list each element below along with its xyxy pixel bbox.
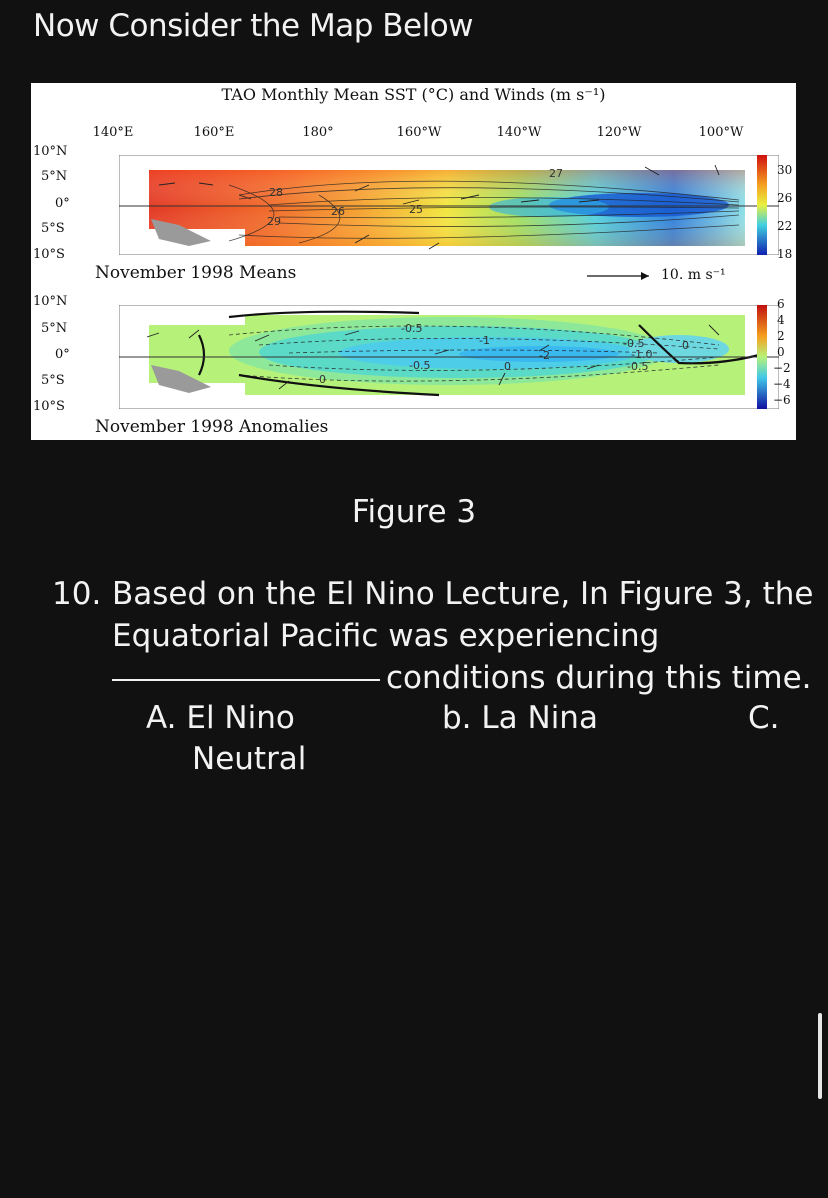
scrollbar[interactable] [818, 1013, 822, 1099]
contour-label: 29 [267, 215, 281, 228]
colorbar-tick: −6 [773, 393, 791, 407]
question-text-line2: Equatorial Pacific was experiencing [112, 618, 660, 654]
contour-label: 25 [409, 203, 423, 216]
lat-tick-5s: 5°S [41, 221, 65, 236]
lat-tick-0: 0° [55, 347, 70, 362]
lat-tick-5s: 5°S [41, 373, 65, 388]
question-text-line1: Based on the El Nino Lecture, In Figure 3, the [112, 576, 814, 612]
page-heading: Now Consider the Map Below [33, 8, 474, 44]
contour-label: -1 [479, 334, 490, 347]
colorbar-tick: −4 [773, 377, 791, 391]
colorbar-tick: 22 [777, 219, 793, 233]
lon-tick-160w: 160°W [396, 125, 442, 140]
means-label: November 1998 Means [95, 263, 297, 283]
lon-tick-160e: 160°E [193, 125, 235, 140]
lon-tick-120w: 120°W [596, 125, 642, 140]
answer-blank [112, 679, 380, 681]
contour-label: -0.5 [401, 322, 423, 335]
colorbar-tick: 2 [777, 329, 785, 343]
colorbar-tick: −2 [773, 361, 791, 375]
lon-tick-140e: 140°E [92, 125, 134, 140]
lat-tick-10s: 10°S [33, 247, 65, 262]
contour-label: 26 [331, 205, 345, 218]
wind-scale-label: 10. m s⁻¹ [661, 267, 726, 283]
anomalies-map [119, 305, 779, 409]
contour-label: 0 [682, 339, 689, 352]
colorbar-tick: 26 [777, 191, 793, 205]
contour-label: 27 [549, 167, 563, 180]
lat-tick-5n: 5°N [41, 321, 68, 336]
lat-tick-10n: 10°N [33, 144, 68, 159]
question-number: 10. [52, 576, 102, 612]
anomalies-label: November 1998 Anomalies [95, 417, 329, 437]
means-map [119, 155, 779, 255]
option-c-text[interactable]: Neutral [192, 741, 307, 777]
sst-figure [31, 83, 796, 440]
wind-scale-arrow [587, 271, 657, 281]
means-colorbar [757, 155, 767, 255]
contour-label: -0.5 [623, 337, 645, 350]
figure-caption: Figure 3 [351, 494, 477, 530]
lon-tick-180: 180° [302, 125, 334, 140]
contour-label: 0 [319, 373, 326, 386]
lat-tick-5n: 5°N [41, 169, 68, 184]
option-a[interactable]: A. El Nino [146, 700, 295, 736]
contour-label: -0.5 [627, 360, 649, 373]
colorbar-tick: 30 [777, 163, 793, 177]
lon-tick-140w: 140°W [496, 125, 542, 140]
option-c-letter[interactable]: C. [748, 700, 780, 736]
lat-tick-10n: 10°N [33, 294, 68, 309]
colorbar-tick: 6 [777, 297, 785, 311]
figure-title: TAO Monthly Mean SST (°C) and Winds (m s⁻¹) [221, 85, 606, 104]
contour-label: -1.0 [631, 348, 653, 361]
contour-label: -0.5 [409, 359, 431, 372]
lat-tick-10s: 10°S [33, 399, 65, 414]
lat-tick-0: 0° [55, 196, 70, 211]
option-b[interactable]: b. La Nina [442, 700, 598, 736]
question-text-line3: conditions during this time. [386, 660, 812, 696]
lon-tick-100w: 100°W [698, 125, 744, 140]
colorbar-tick: 4 [777, 313, 785, 327]
colorbar-tick: 18 [777, 247, 793, 261]
anomaly-colorbar [757, 305, 767, 409]
contour-label: 28 [269, 186, 283, 199]
contour-label: -2 [539, 349, 550, 362]
contour-label: 0 [504, 360, 511, 373]
colorbar-tick: 0 [777, 345, 785, 359]
